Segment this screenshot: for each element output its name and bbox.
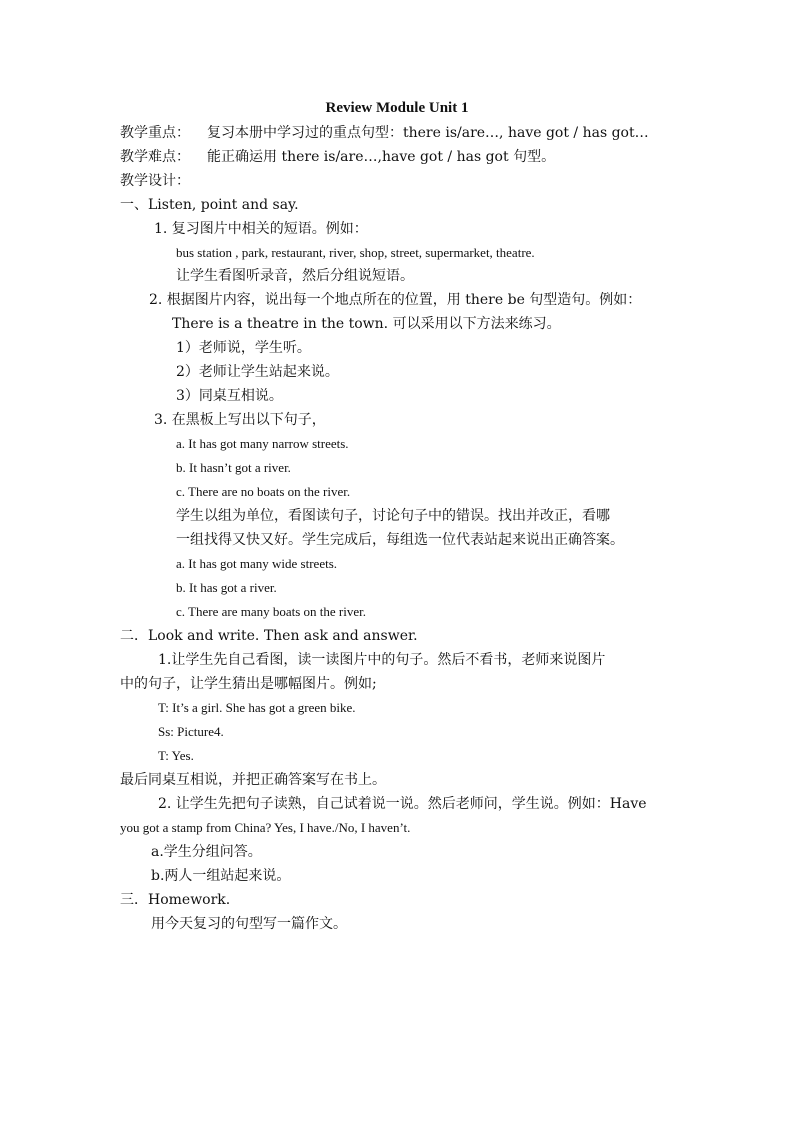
method-3: 3）同桌互相说。 [176,388,283,404]
section2-item2-a: a.学生分组问答。 [151,844,262,860]
focus-text: 复习本册中学习过的重点句型：there is/are…, have got / has got… [207,125,649,141]
section1-item3: 3. 在黑板上写出以下句子， [154,412,326,428]
design-label: 教学设计： [120,173,190,189]
dialogue-line-2: Ss: Picture4. [158,724,224,739]
difficulty-text: 能正确运用 there is/are…,have got / has got 句型。 [207,149,556,165]
wrong-sentence-b: b. It hasn’t got a river. [176,460,291,475]
difficulty-label: 教学难点： [120,149,190,165]
focus-label: 教学重点： [120,125,190,141]
section1-item1-note: 让学生看图听录音，然后分组说短语。 [176,268,414,284]
group-note-line2: 一组找得又快又好。学生完成后，每组选一位代表站起来说出正确答案。 [176,532,624,548]
section2-item2-line2: you got a stamp from China? Yes, I have./No, I haven’t. [120,820,411,835]
section2-heading: 二．Look and write. Then ask and answer. [120,628,418,644]
wrong-sentence-c: c. There are no boats on the river. [176,484,351,499]
section3-heading: 三．Homework. [120,892,231,908]
section1-item2: 2. 根据图片内容，说出每一个地点所在的位置，用 there be 句型造句。例如： [149,292,642,308]
section3-text: 用今天复习的句型写一篇作文。 [151,916,347,932]
correct-sentence-a: a. It has got many wide streets. [176,556,338,571]
dialogue-line-1: T: It’s a girl. She has got a green bike. [158,700,356,715]
section2-item2-b: b.两人一组站起来说。 [151,868,291,884]
section2-item2-line1: 2. 让学生先把句子读熟，自己试着说一说。然后老师问，学生说。例如：Have [158,796,647,812]
method-1: 1）老师说，学生听。 [176,340,311,356]
section1-item1-words: bus station , park, restaurant, river, shop, street, supermarket, theatre. [176,245,535,260]
dialogue-line-3: T: Yes. [158,748,194,763]
group-note-line1: 学生以组为单位，看图读句子，讨论句子中的错误。找出并改正，看哪 [176,508,610,524]
wrong-sentence-a: a. It has got many narrow streets. [176,436,349,451]
section2-closing: 最后同桌互相说，并把正确答案写在书上。 [120,772,386,788]
correct-sentence-b: b. It has got a river. [176,580,277,595]
section1-heading: 一、Listen, point and say. [120,197,299,213]
section2-item1-line1: 1.让学生先自己看图，读一读图片中的句子。然后不看书，老师来说图片 [158,652,606,668]
section1-item2-example: There is a theatre in the town. 可以采用以下方法来练习。 [172,316,561,332]
section2-item1-line2: 中的句子，让学生猜出是哪幅图片。例如; [120,676,377,692]
method-2: 2）老师让学生站起来说。 [176,364,339,380]
document-title: Review Module Unit 1 [325,100,469,116]
section1-item1: 1. 复习图片中相关的短语。例如： [154,221,368,237]
correct-sentence-c: c. There are many boats on the river. [176,604,366,619]
